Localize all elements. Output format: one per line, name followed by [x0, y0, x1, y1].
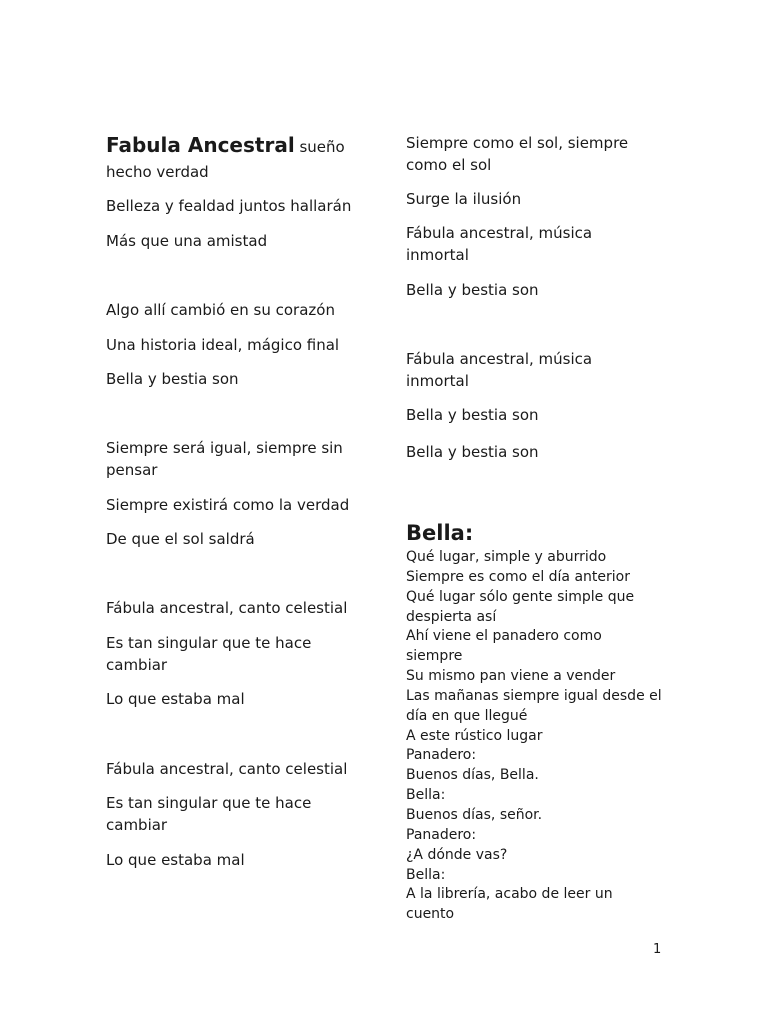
- dialogue-line: Las mañanas siempre igual desde el: [406, 688, 662, 704]
- song-title-suffix: sueño: [299, 138, 345, 156]
- lyric-line: cambiar: [106, 816, 168, 834]
- dialogue-line: siempre: [406, 648, 463, 664]
- dialogue-line: día en que llegué: [406, 708, 528, 724]
- speaker-label: Bella:: [406, 867, 446, 883]
- dialogue-line: A este rústico lugar: [406, 728, 543, 744]
- dialogue-line: Siempre es como el día anterior: [406, 569, 630, 585]
- song-title: Fabula Ancestral: [106, 133, 295, 157]
- dialogue-line: Ahí viene el panadero como: [406, 628, 602, 644]
- lyric-line: inmortal: [406, 246, 469, 264]
- dialogue-line: cuento: [406, 906, 455, 922]
- lyric-line: Lo que estaba mal: [106, 690, 245, 708]
- lyric-line: pensar: [106, 461, 158, 479]
- lyric-line: Surge la ilusión: [406, 190, 522, 208]
- dialogue-line: Qué lugar, simple y aburrido: [406, 549, 607, 565]
- dialogue-line: A la librería, acabo de leer un: [406, 886, 613, 902]
- lyric-line: Bella y bestia son: [406, 281, 539, 299]
- lyric-line: Lo que estaba mal: [106, 851, 245, 869]
- speaker-label: Panadero:: [406, 827, 477, 843]
- page-number: 1: [653, 942, 662, 957]
- lyric-line: Más que una amistad: [106, 232, 268, 250]
- lyric-line: Algo allí cambió en su corazón: [106, 301, 335, 319]
- lyric-line: De que el sol saldrá: [106, 530, 255, 548]
- dialogue-line: Buenos días, señor.: [406, 807, 543, 823]
- lyric-line: Fábula ancestral, música: [406, 224, 593, 242]
- lyric-line: Bella y bestia son: [106, 370, 239, 388]
- lyric-line: Siempre será igual, siempre sin: [106, 439, 343, 457]
- speaker-label: Bella:: [406, 787, 446, 803]
- lyric-line: Bella y bestia son: [406, 443, 539, 461]
- lyric-line: Bella y bestia son: [406, 406, 539, 424]
- lyric-line: Es tan singular que te hace: [106, 634, 312, 652]
- lyric-line: cambiar: [106, 656, 168, 674]
- section-heading: Bella:: [406, 521, 474, 545]
- dialogue-line: despierta así: [406, 609, 497, 625]
- lyric-line: Fábula ancestral, música: [406, 350, 593, 368]
- dialogue-line: Buenos días, Bella.: [406, 767, 539, 783]
- lyric-line: Siempre existirá como la verdad: [106, 496, 350, 514]
- song-title-line: [106, 134, 345, 158]
- lyric-line: Siempre como el sol, siempre: [406, 134, 629, 152]
- speaker-label: Panadero:: [406, 747, 477, 763]
- dialogue-line: Su mismo pan viene a vender: [406, 668, 616, 684]
- lyric-line: Una historia ideal, mágico final: [106, 336, 340, 354]
- lyric-line: Es tan singular que te hace: [106, 794, 312, 812]
- dialogue-line: ¿A dónde vas?: [406, 847, 508, 863]
- lyric-line: como el sol: [406, 156, 492, 174]
- lyric-line: Fábula ancestral, canto celestial: [106, 599, 348, 617]
- song-title-line2: hecho verdad: [106, 163, 209, 181]
- dialogue-line: Qué lugar sólo gente simple que: [406, 589, 635, 605]
- lyric-line: Belleza y fealdad juntos hallarán: [106, 197, 352, 215]
- lyric-line: inmortal: [406, 372, 469, 390]
- lyric-line: Fábula ancestral, canto celestial: [106, 760, 348, 778]
